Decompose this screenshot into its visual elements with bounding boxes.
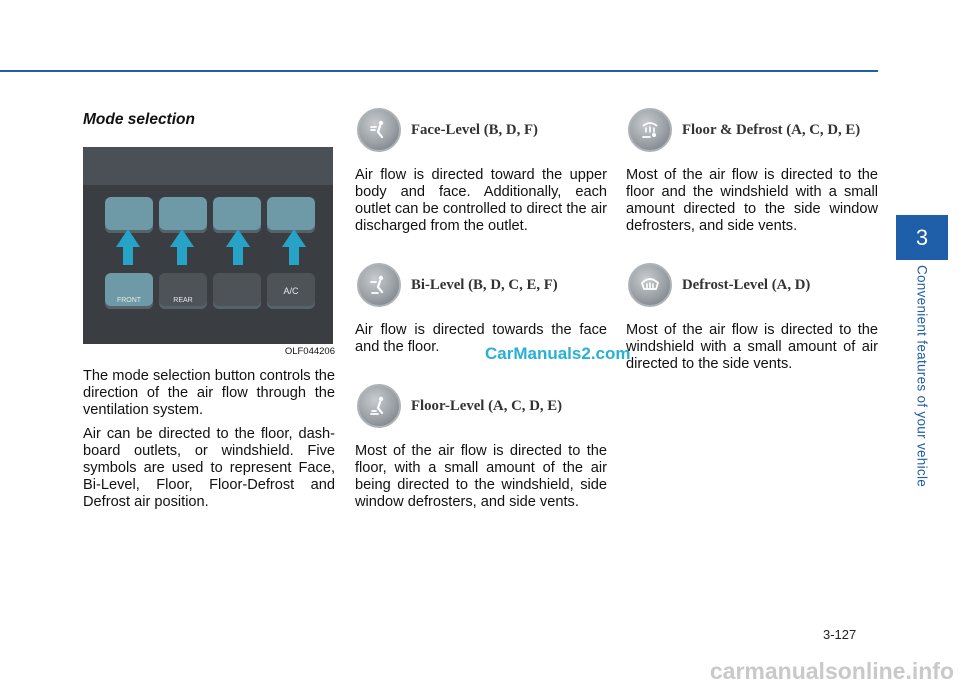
defrost-level-icon xyxy=(628,263,672,307)
mode-description: Most of the air flow is directed to the windshield with a small amount of air directed to the side vents. xyxy=(626,322,878,372)
arrow-indicator xyxy=(170,229,194,247)
mode-buttons-figure xyxy=(83,147,333,344)
mode-description: Most of the air flow is directed to the floor, with a small amount of the air being directed to the windshield, side window defrosters, and side vents. xyxy=(355,443,607,510)
floor-defrost-icon xyxy=(628,108,672,152)
arrow-stem xyxy=(177,247,187,265)
mode-button-row xyxy=(105,197,325,233)
front-label: FRONT xyxy=(116,297,142,304)
mode-title: Floor-Level (A, C, D, E) xyxy=(411,397,563,414)
mode-heading xyxy=(355,263,607,307)
recirculation-button xyxy=(213,273,261,309)
mode-button xyxy=(213,197,261,233)
mode-title: Defrost-Level (A, D) xyxy=(682,276,811,293)
dash-panel xyxy=(83,147,333,185)
mode-title: Face-Level (B, D, F) xyxy=(411,121,538,138)
mode-button xyxy=(105,197,153,233)
column-modes-right xyxy=(626,108,878,380)
intro-paragraph: The mode selection button controls the direction of the air flow through the ventilation system. xyxy=(83,368,335,418)
mode-heading xyxy=(626,108,878,152)
floor-level-icon xyxy=(357,384,401,428)
mode-description: Air flow is directed toward the upper body and face. Additionally, each outlet can be controlled to direct the air discharged from the outlet. xyxy=(355,167,607,234)
arrow-indicator xyxy=(116,229,140,247)
figure-code: OLF044206 xyxy=(284,346,335,357)
arrow-indicator xyxy=(282,229,306,247)
arrow-stem xyxy=(289,247,299,265)
chapter-side-label xyxy=(903,258,941,494)
control-button-row xyxy=(105,273,325,309)
chapter-number: 3 xyxy=(915,224,929,250)
mode-heading xyxy=(355,108,607,152)
intro-paragraph: Air can be directed to the floor, dash-board outlets, or windshield. Five symbols are used to represent Face, Bi-Level, Floor, Floor-Defrost and Defrost air position. xyxy=(83,426,335,510)
ac-label: A/C xyxy=(283,286,299,296)
ac-button xyxy=(267,273,315,309)
mode-button xyxy=(159,197,207,233)
mode-button xyxy=(267,197,315,233)
chapter-tab[interactable] xyxy=(896,215,948,260)
chapter-title: Convenient features of your vehicle xyxy=(914,264,930,488)
rear-defrost-button xyxy=(159,273,207,309)
arrow-stem xyxy=(233,247,243,265)
rear-label: REAR xyxy=(173,297,193,304)
header-rule xyxy=(0,70,878,72)
footer-watermark: carmanualsonline.info xyxy=(709,658,954,684)
front-defrost-button xyxy=(105,273,153,309)
arrow-indicator xyxy=(226,229,250,247)
page-number: 3-127 xyxy=(823,627,857,642)
mode-heading xyxy=(355,384,607,428)
mode-description: Most of the air flow is directed to the floor and the windshield with a small amount directed to the side window defrosters, and side vents. xyxy=(626,167,878,234)
column-modes-left xyxy=(355,108,607,518)
face-level-icon xyxy=(357,108,401,152)
mode-description: Air flow is directed towards the face and the floor. xyxy=(355,322,607,355)
mode-title: Bi-Level (B, D, C, E, F) xyxy=(411,276,558,293)
column-mode-selection xyxy=(83,108,335,518)
arrow-stem xyxy=(123,247,133,265)
section-title: Mode selection xyxy=(83,111,195,128)
bi-level-icon xyxy=(357,263,401,307)
watermark-link[interactable]: CarManuals2.com xyxy=(485,344,631,363)
mode-title: Floor & Defrost (A, C, D, E) xyxy=(682,121,861,138)
mode-heading xyxy=(626,263,878,307)
